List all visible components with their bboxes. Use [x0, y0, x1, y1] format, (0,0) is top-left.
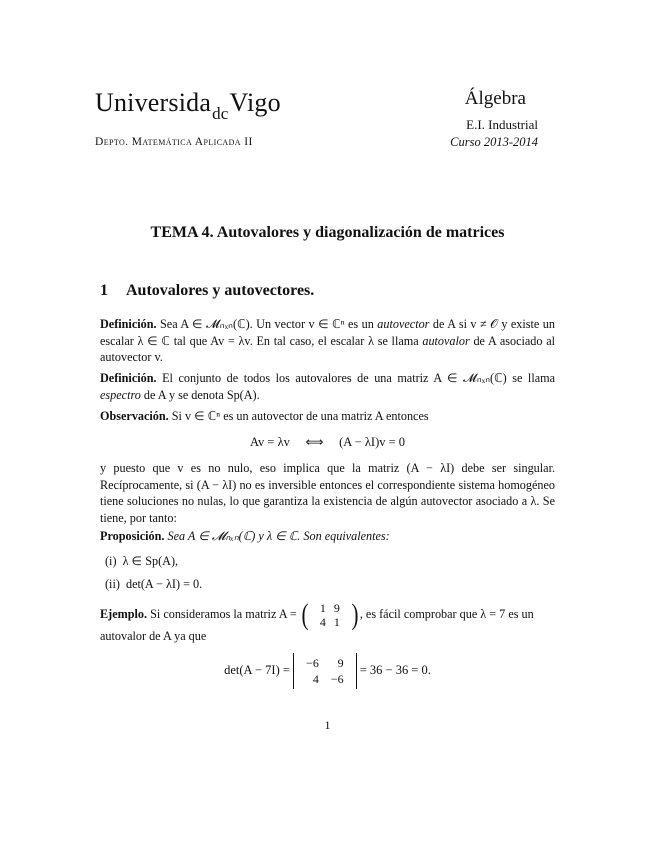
observation-continuation: y puesto que v es no nulo, eso implica que la matriz (A − λI) debe ser singular. Recíprocamente, si (A − λI) no es inversible entonces el correspondiente sistema homogéneo tiene soluciones no nulas, lo que garantiza la existencia de algún autovector asociado a λ. Se tiene, por tanto: — [100, 461, 555, 525]
example — [100, 600, 555, 630]
logo-text-dc: dc — [212, 104, 229, 123]
page-number: 1 — [324, 718, 331, 732]
definition-text: El conjunto de todos los autovalores de una matriz A ∈ 𝓜ₙₓₙ(ℂ) se llama — [156, 371, 555, 385]
definition-label: Definición. — [100, 371, 157, 385]
example-text: , es fácil comprobar que λ = 7 es un — [359, 606, 534, 621]
proposition — [100, 528, 555, 545]
university-logo — [95, 88, 281, 123]
definition-text: de A asociado al autovector v. — [100, 333, 555, 364]
determinant-matrix — [293, 653, 357, 689]
proposition-label: Proposición. — [100, 529, 165, 543]
logo-text-right: Vigo — [229, 88, 281, 117]
det-cell: −6 — [306, 656, 319, 670]
proposition-item-2: (ii) det(A − λI) = 0. — [105, 577, 203, 591]
det-cell: 4 — [312, 672, 319, 686]
determinant-left: det(A − 7I) = — [224, 662, 294, 677]
matrix-cell: 1 — [333, 615, 340, 629]
academic-year: Curso 2013-2014 — [450, 135, 538, 149]
observation — [100, 408, 555, 425]
matrix-cell: 9 — [333, 601, 340, 615]
example-line-2: autovalor de A ya que — [100, 629, 207, 643]
definition-text: de A si v ≠ 𝒪 y existe un escalar λ ∈ ℂ tal que Av = λv. En tal caso, el escalar λ se llama — [100, 317, 555, 348]
proposition-item-1: (i) λ ∈ Sp(A), — [105, 554, 179, 568]
department-name: Depto. Matemática Aplicada II — [95, 136, 253, 148]
left-paren: ( — [301, 598, 309, 631]
definition-label: Definición. — [100, 317, 157, 331]
equivalence-equation: Av = λv ⟺ (A − λI)v = 0 — [249, 435, 406, 449]
example-matrix — [310, 601, 350, 629]
term-autovector: autovector — [377, 317, 430, 331]
det-cell: 9 — [337, 656, 344, 670]
term-espectro: espectro — [100, 387, 141, 402]
example-label: Ejemplo. — [100, 606, 148, 621]
definition-espectro — [100, 370, 555, 403]
observation-text: Si v ∈ ℂⁿ es un autovector de una matriz A entonces — [168, 409, 429, 423]
observation-label: Observación. — [100, 409, 169, 423]
section-heading — [100, 282, 314, 300]
det-cell: −6 — [330, 672, 344, 686]
right-paren: ) — [351, 598, 359, 631]
matrix-cell: 1 — [319, 601, 326, 615]
definition-autovector — [100, 316, 555, 366]
school-name: E.I. Industrial — [466, 117, 538, 132]
logo-text-left: Universida — [95, 88, 212, 117]
determinant-right: = 36 − 36 = 0. — [356, 662, 431, 677]
topic-title: TEMA 4. Autovalores y diagonalización de matrices — [150, 224, 505, 241]
matrix-cell: 4 — [319, 615, 326, 629]
section-title: Autovalores y autovectores. — [126, 282, 315, 299]
definition-text: de A y se denota Sp(A). — [140, 387, 260, 402]
determinant-equation — [0, 653, 655, 689]
course-title: Álgebra — [464, 88, 526, 109]
example-text: Si consideramos la matriz A = — [147, 606, 300, 621]
definition-text: Sea A ∈ 𝓜ₙₓₙ(ℂ). Un vector v ∈ ℂⁿ es un — [156, 317, 378, 331]
term-autovalor: autovalor — [422, 333, 470, 348]
section-number: 1 — [100, 282, 108, 299]
proposition-text: Sea A ∈ 𝓜ₙₓₙ(ℂ) y λ ∈ ℂ. Son equivalentes: — [164, 529, 390, 543]
